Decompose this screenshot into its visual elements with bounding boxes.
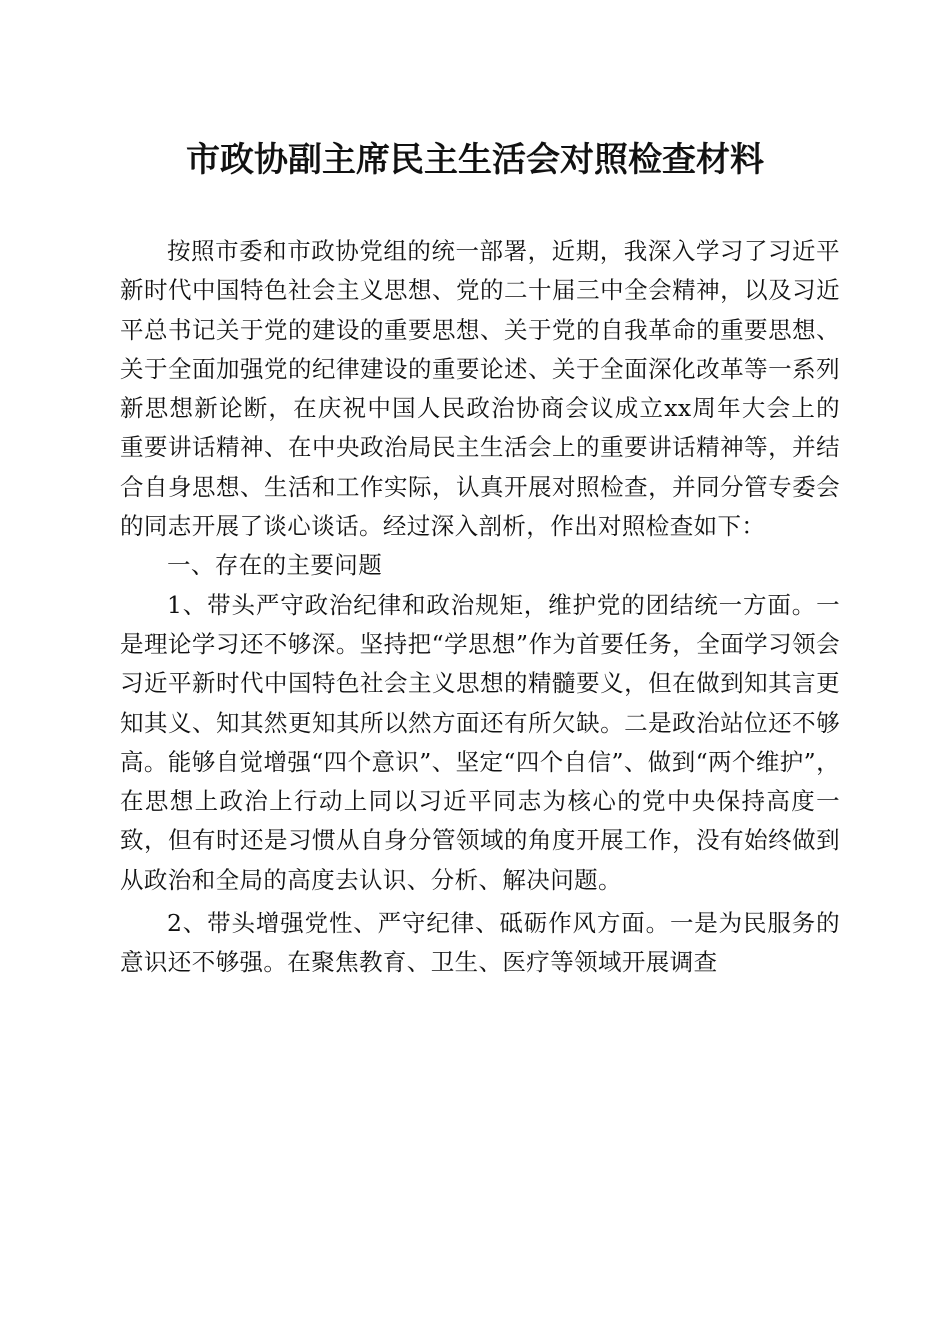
- intro-paragraph: 按照市委和市政协党组的统一部署，近期，我深入学习了习近平新时代中国特色社会主义思想、党的二十届三中全会精神，以及习近平总书记关于党的建设的重要思想、关于党的自我革命的重要思想、关于全面加强党的纪律建设的重要论述、关于全面深化改革等一系列新思想新论断，在庆祝中国人民政治协商会议成立xx周年大会上的重要讲话精神、在中央政治局民主生活会上的重要讲话精神等，并结合自身思想、生活和工作实际，认真开展对照检查，并同分管专委会的同志开展了谈心谈话。经过深入剖析，作出对照检查如下：: [120, 237, 840, 541]
- document-body: [120, 232, 840, 983]
- section-heading-1: 一、存在的主要问题: [167, 551, 383, 580]
- problem-item-2: 2、带头增强党性、严守纪律、砥砺作风方面。一是为民服务的意识还不够强。在聚焦教育、卫生、医疗等领域开展调查: [120, 909, 840, 977]
- document-title: 市政协副主席民主生活会对照检查材料: [186, 140, 764, 180]
- problem-item-1: 1、带头严守政治纪律和政治规矩，维护党的团结统一方面。一是理论学习还不够深。坚持把“学思想”作为首要任务，全面学习领会习近平新时代中国特色社会主义思想的精髓要义，但在做到知其言更知其义、知其然更知其所以然方面还有所欠缺。二是政治站位还不够高。能够自觉增强“四个意识”、坚定“四个自信”、做到“两个维护”，在思想上政治上行动上同以习近平同志为核心的党中央保持高度一致，但有时还是习惯从自身分管领域的角度开展工作，没有始终做到从政治和全局的高度去认识、分析、解决问题。: [120, 590, 840, 894]
